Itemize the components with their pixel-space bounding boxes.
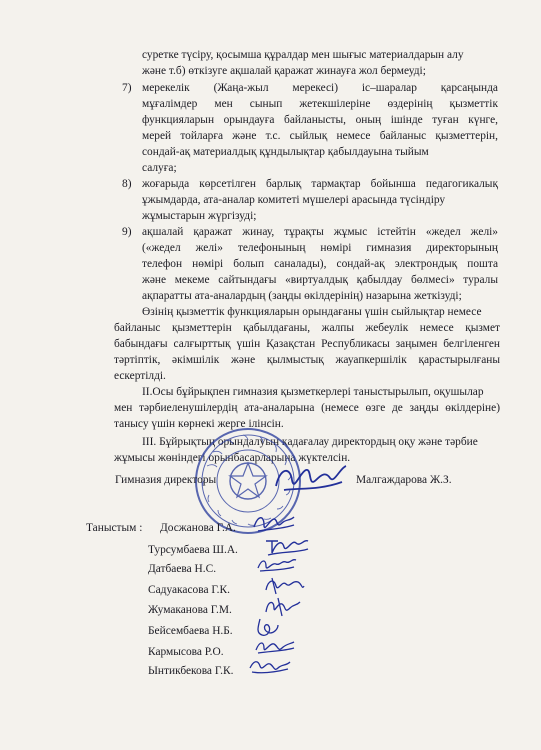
para-own-line-4: тәртіптік, әкімшілік және қылмыстық жауапкершілік қарастырылғаны [114, 354, 500, 366]
para-III-line-1: III. Бұйрықтың орындалуын қадағалау директордың оқу және тәрбие [142, 436, 478, 448]
item9-line-5: ақпаратты ата-аналардың (заңды өкілдерінің) назарына жеткізуді; [142, 290, 462, 302]
para-own-line-3: бабындағы салғырттық үшін Қазақстан Республикасы заңымен белгіленген [114, 338, 500, 350]
item8-line-3: жұмыстарын жүргізуді; [142, 210, 257, 222]
signature-8-icon [246, 656, 292, 678]
item8-number: 8) [122, 178, 132, 190]
acquainted-name-1: Досжанова Г.А. [160, 522, 236, 534]
item7-line-1: мерекелік (Жаңа-жыл мерекесі) іс–шаралар қарсаңында [142, 82, 498, 94]
signature-7-icon [252, 636, 298, 656]
item9-number: 9) [122, 226, 132, 238]
item9-line-4: және мекеме сайтындағы «виртуалдық қабылдау бөлмесі» туралы [142, 274, 498, 286]
item9-line-1: ақшалай қаражат жинау, тұрақты жұмыс істейтін «жедел желі» [142, 226, 498, 238]
item7-line-2: мұғалімдер мен сынып жетекшілеріне өздерінің қызметтік [142, 98, 498, 110]
signature-1-icon [250, 511, 298, 535]
director-label: Гимназия директоры [115, 474, 217, 486]
item9-line-3: телефон нөмірі болып саналады), сондай-ақ электрондық пошта [142, 258, 498, 270]
para-own-line-1: Өзінің қызметтік функцияларын орындағаны үшін сыйлықтар немесе [142, 306, 482, 318]
acquainted-name-6: Бейсембаева Н.Б. [148, 625, 233, 637]
director-name: Малгаждарова Ж.З. [356, 474, 452, 486]
para-own-line-5: ескертілді. [114, 370, 166, 382]
item9-line-2: («жедел желі» телефонының нөмірі гимназия директорының [142, 242, 498, 254]
item7-number: 7) [122, 82, 132, 94]
signature-3-icon [254, 554, 298, 574]
item8-line-1: жоғарыда көрсетілген барлық тармақтар бойынша педагогикалық [142, 178, 498, 190]
para-II-line-1: II.Осы бұйрықпен гимназия қызметкерлері таныстырылып, оқушылар [142, 386, 484, 398]
acquainted-label: Таныстым : [86, 522, 143, 534]
acquainted-name-2: Турсумбаева Ш.А. [148, 544, 238, 556]
director-signature-icon [270, 460, 350, 498]
para-own-line-2: байланыс қызметтерін қабылдағаны, жалпы жебеулік немесе қызмет [114, 322, 500, 334]
acquainted-name-3: Датбаева Н.С. [148, 563, 217, 575]
item7-line-6: салуға; [142, 162, 177, 174]
item7-line-4: мерей тойларға және т.с. сыйлық немесе байланыс қызметтерін, [142, 130, 498, 142]
item6-line-1: суретке түсіру, қосымша құралдар мен шығыс материалдарын алу [142, 49, 464, 61]
item7-line-3: функцияларын орындауға байланысты, оның ішінде туған күнге, [142, 114, 498, 126]
item6-line-2: және т.б) өткізуге ақшалай қаражат жинауға жол бермеуді; [142, 65, 426, 77]
item7-line-5: сондай-ақ материалдық құндылықтар қабылдауына тыйым [142, 146, 429, 158]
signature-4-icon [262, 574, 306, 596]
acquainted-name-8: Ынтикбекова Г.К. [148, 665, 234, 677]
acquainted-name-7: Кармысова Р.О. [148, 646, 224, 658]
acquainted-name-5: Жумаканова Г.М. [148, 604, 232, 616]
acquainted-name-4: Садуакасова Г.К. [148, 584, 230, 596]
item8-line-2: ұжымдарда, ата-аналар комитеті мүшелері арасында түсіндіру [142, 194, 446, 206]
para-III-line-2: жұмысы жөніндегі орынбасарларына жүктелсін. [114, 452, 351, 464]
para-II-line-3: танысу үшін көрнекі жерге ілінсін. [114, 418, 284, 430]
para-II-line-2: мен тәрбиеленушілердің ата-аналарына (немесе өзге де заңды өкілдеріне) [114, 402, 500, 414]
